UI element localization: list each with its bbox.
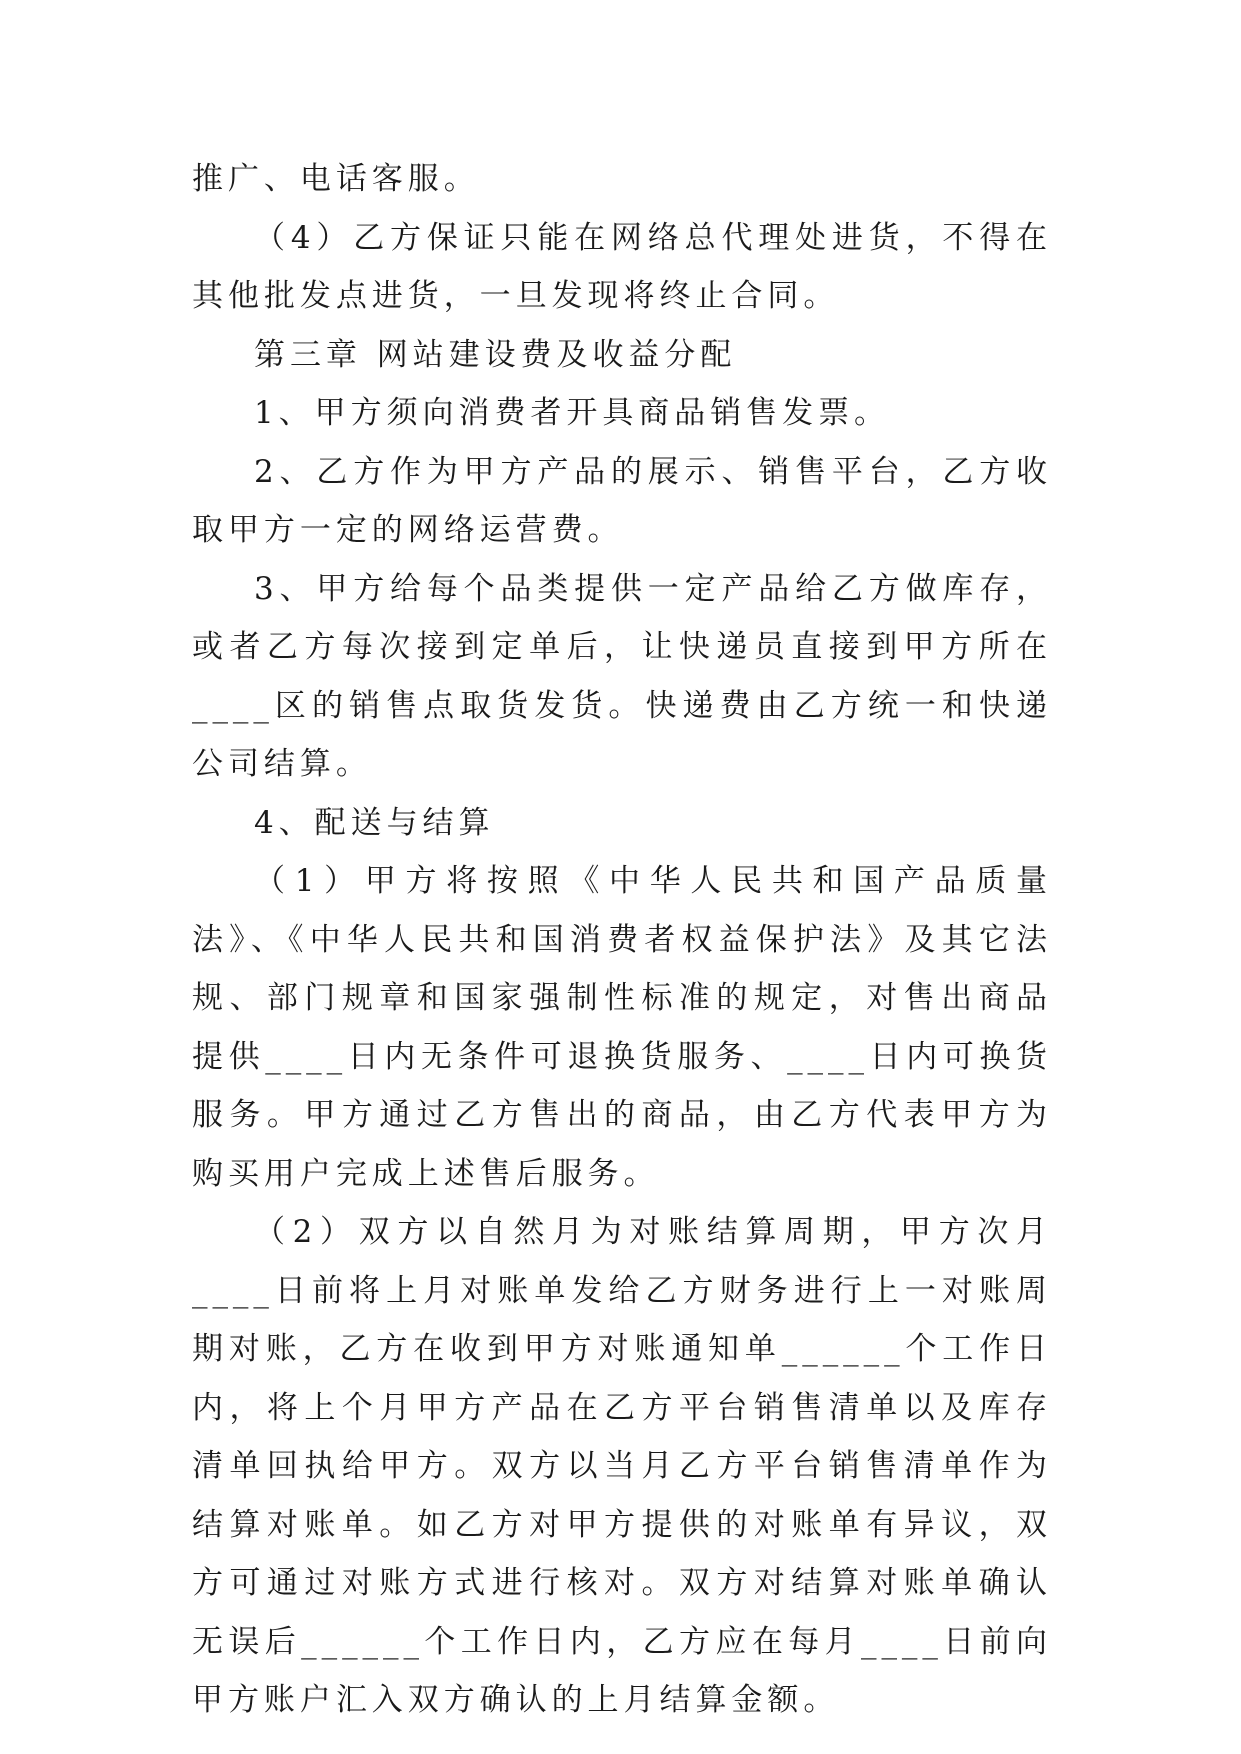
paragraph-item-4-heading: 4、配送与结算 bbox=[254, 804, 495, 841]
paragraph-sub-2: （2）双方以自然月为对账结算周期，甲方次月____日前将上月对账单发给乙方财务进行上一对账周期对账，乙方在收到甲方对账通知单______个工作日内，将上个月甲方产品在乙方平台销售清单以及库存清单回执给甲方。双方以当月乙方平台销售清单作为结算对账单。如乙方对甲方提供的对账单有异议，双方可通过对账方式进行核对。双方对结算对账单确认无误后______个工作日内，乙方应在每月____日前向甲方账户汇入双方确认的上月结算金额。 bbox=[192, 1214, 1052, 1718]
paragraph-item-3: 3、甲方给每个品类提供一定产品给乙方做库存，或者乙方每次接到定单后，让快递员直接到甲方所在____区的销售点取货发货。快递费由乙方统一和快递公司结算。 bbox=[192, 570, 1052, 782]
paragraph-clause-4: （4）乙方保证只能在网络总代理处进货，不得在其他批发点进货，一旦发现将终止合同。 bbox=[192, 219, 1052, 314]
chapter-heading: 第三章 网站建设费及收益分配 bbox=[254, 336, 737, 373]
paragraph-item-1: 1、甲方须向消费者开具商品销售发票。 bbox=[254, 395, 891, 431]
paragraph-sub-1: （1）甲方将按照《中华人民共和国产品质量法》、《中华人民共和国消费者权益保护法》及其它法规、部门规章和国家强制性标准的规定，对售出商品提供____日内无条件可退换货服务、____日内可换货服务。甲方通过乙方售出的商品，由乙方代表甲方为购买用户完成上述售后服务。 bbox=[192, 863, 1052, 1192]
paragraph-promotion-cont: 推广、电话客服。 bbox=[192, 161, 480, 197]
paragraph-item-2: 2、乙方作为甲方产品的展示、销售平台，乙方收取甲方一定的网络运营费。 bbox=[192, 453, 1052, 548]
document-body bbox=[192, 150, 1052, 1730]
